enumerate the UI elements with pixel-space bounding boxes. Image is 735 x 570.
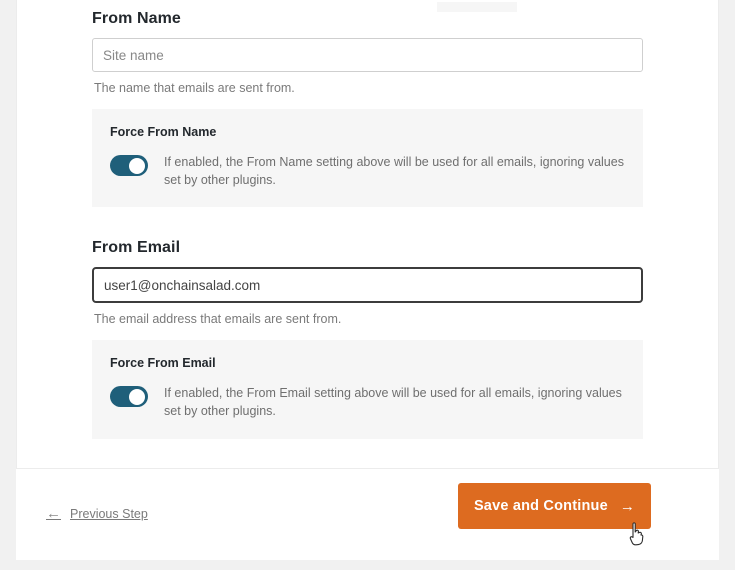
toggle-knob-icon xyxy=(129,158,145,174)
from-email-label: From Email xyxy=(92,239,181,257)
force-from-name-row xyxy=(110,153,625,189)
save-button-label: Save and Continue xyxy=(473,498,608,514)
previous-step-link[interactable] xyxy=(46,505,148,522)
from-email-field-block xyxy=(92,229,643,438)
save-and-continue-button[interactable] xyxy=(458,483,651,529)
force-from-email-toggle[interactable] xyxy=(110,386,148,407)
wizard-footer xyxy=(16,468,719,560)
arrow-left-icon: ← xyxy=(46,505,61,522)
force-from-email-row xyxy=(110,384,625,420)
page-top-artifact xyxy=(437,2,517,12)
from-name-input[interactable] xyxy=(92,38,643,72)
force-from-email-panel xyxy=(92,340,643,438)
from-email-input[interactable] xyxy=(92,267,643,303)
force-from-email-description: If enabled, the From Email setting above will be used for all emails, ignoring values set by other plugins. xyxy=(164,386,622,419)
from-name-label: From Name xyxy=(92,10,181,27)
force-from-name-panel xyxy=(92,109,643,207)
from-name-help: The name that emails are sent from. xyxy=(94,81,295,95)
settings-form xyxy=(17,0,718,439)
force-from-name-title: Force From Name xyxy=(110,125,217,139)
toggle-knob-icon xyxy=(129,389,145,405)
force-from-name-toggle[interactable] xyxy=(110,155,148,176)
arrow-right-icon: → xyxy=(619,497,636,515)
from-email-help: The email address that emails are sent from. xyxy=(94,312,342,327)
force-from-email-title: Force From Email xyxy=(110,356,216,371)
from-name-field-block xyxy=(92,0,643,207)
previous-step-label: Previous Step xyxy=(70,506,148,521)
force-from-name-description: If enabled, the From Name setting above will be used for all emails, ignoring values set by other plugins. xyxy=(164,155,624,188)
